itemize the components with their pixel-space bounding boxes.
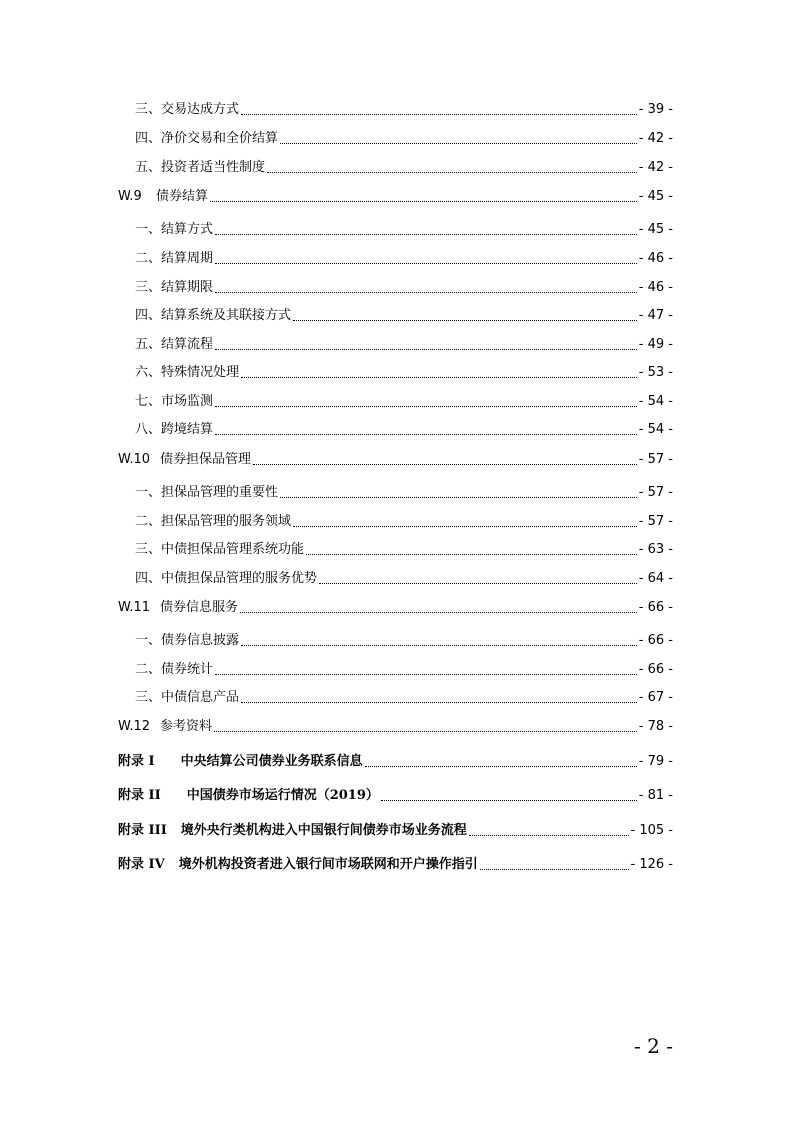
section-number: W.9: [118, 189, 142, 204]
toc-entry-page: - 57 -: [638, 452, 673, 467]
section-number: W.11: [118, 600, 151, 615]
toc-section-w12[interactable]: [0, 711, 793, 735]
leader-dots: [215, 674, 637, 675]
toc-entry-page: - 63 -: [638, 542, 673, 557]
page-number: - 2 -: [634, 1034, 673, 1058]
toc-entry-page: - 47 -: [638, 308, 673, 323]
leader-dots: [241, 114, 637, 115]
toc-entry-title: 六、特殊情况处理: [135, 365, 240, 380]
toc-entry-title: 三、交易达成方式: [135, 102, 240, 117]
leader-dots: [267, 172, 637, 173]
appendix-label: 附录 III: [118, 823, 167, 838]
toc-section-w9[interactable]: [0, 181, 793, 205]
leader-dots: [215, 292, 637, 293]
toc-entry[interactable]: [0, 214, 793, 238]
leader-dots: [241, 702, 637, 703]
leader-dots: [381, 800, 637, 801]
leader-dots: [480, 869, 629, 870]
toc-entry-title: 四、中债担保品管理的服务优势: [135, 571, 318, 586]
toc-entry[interactable]: [0, 654, 793, 678]
toc-entry[interactable]: [0, 123, 793, 147]
leader-dots: [241, 377, 637, 378]
toc-entry-title: 七、市场监测: [135, 394, 214, 409]
leader-dots: [293, 526, 637, 527]
toc-entry-page: - 66 -: [638, 600, 673, 615]
toc-entry-page: - 126 -: [630, 857, 673, 872]
toc-entry[interactable]: [0, 94, 793, 118]
toc-entry-page: - 45 -: [638, 222, 673, 237]
toc-entry[interactable]: [0, 272, 793, 296]
leader-dots: [215, 406, 637, 407]
toc-appendix-3[interactable]: [0, 815, 793, 839]
toc-entry-title: 五、投资者适当性制度: [135, 160, 266, 175]
toc-entry-page: - 39 -: [638, 102, 673, 117]
toc-appendix-1[interactable]: [0, 746, 793, 770]
leader-dots: [241, 645, 637, 646]
toc-entry-page: - 79 -: [638, 754, 673, 769]
toc-entry-title: 四、净价交易和全价结算: [135, 131, 279, 146]
toc-entry-title: 二、结算周期: [135, 251, 214, 266]
toc-entry[interactable]: [0, 357, 793, 381]
leader-dots: [215, 263, 637, 264]
toc-entry-page: - 57 -: [638, 514, 673, 529]
toc-entry-page: - 49 -: [638, 337, 673, 352]
section-title: 债券信息服务: [160, 600, 239, 615]
toc-entry[interactable]: [0, 329, 793, 353]
toc-entry-title: 一、结算方式: [135, 222, 214, 237]
appendix-label: 附录 II: [118, 788, 161, 803]
toc-entry-page: - 46 -: [638, 251, 673, 266]
toc-entry-page: - 78 -: [638, 719, 673, 734]
leader-dots: [215, 234, 637, 235]
toc-entry[interactable]: [0, 563, 793, 587]
toc-entry-title: 八、跨境结算: [135, 422, 214, 437]
section-number: W.10: [118, 452, 151, 467]
toc-entry[interactable]: [0, 477, 793, 501]
toc-entry-page: - 45 -: [638, 189, 673, 204]
toc-entry-page: - 57 -: [638, 485, 673, 500]
appendix-label: 附录 IV: [118, 857, 165, 872]
leader-dots: [214, 731, 637, 732]
toc-entry-page: - 81 -: [638, 788, 673, 803]
toc-entry-page: - 66 -: [638, 633, 673, 648]
toc-entry-title: 三、结算期限: [135, 280, 214, 295]
toc-entry-page: - 42 -: [638, 160, 673, 175]
toc-entry-page: - 46 -: [638, 280, 673, 295]
leader-dots: [215, 434, 637, 435]
toc-entry-title: 二、债券统计: [135, 662, 214, 677]
leader-dots: [280, 497, 637, 498]
appendix-label: 附录 I: [118, 754, 155, 769]
appendix-title: 境外机构投资者进入银行间市场联网和开户操作指引: [178, 857, 478, 872]
toc-entry-page: - 105 -: [630, 823, 673, 838]
section-number: W.12: [118, 719, 151, 734]
toc-entry-title: 五、结算流程: [135, 337, 214, 352]
toc-entry-page: - 64 -: [638, 571, 673, 586]
toc-entry[interactable]: [0, 625, 793, 649]
toc-entry[interactable]: [0, 152, 793, 176]
leader-dots: [253, 464, 637, 465]
toc-entry[interactable]: [0, 386, 793, 410]
section-title: 债券结算: [156, 189, 209, 204]
section-title: 债券担保品管理: [160, 452, 252, 467]
toc-entry-title: 四、结算系统及其联接方式: [135, 308, 292, 323]
toc-entry-title: 一、债券信息披露: [135, 633, 240, 648]
toc-entry-title: 三、中债信息产品: [135, 690, 240, 705]
leader-dots: [293, 320, 637, 321]
leader-dots: [240, 612, 637, 613]
toc-entry[interactable]: [0, 534, 793, 558]
toc-section-w11[interactable]: [0, 592, 793, 616]
toc-entry-title: 三、中债担保品管理系统功能: [135, 542, 305, 557]
toc-appendix-4[interactable]: [0, 849, 793, 873]
leader-dots: [469, 835, 629, 836]
toc-entry[interactable]: [0, 414, 793, 438]
toc-entry-page: - 42 -: [638, 131, 673, 146]
toc-entry[interactable]: [0, 506, 793, 530]
toc-entry[interactable]: [0, 243, 793, 267]
toc-entry-title: 一、担保品管理的重要性: [135, 485, 279, 500]
leader-dots: [365, 766, 637, 767]
leader-dots: [215, 349, 637, 350]
toc-entry-title: 二、担保品管理的服务领域: [135, 514, 292, 529]
leader-dots: [210, 201, 637, 202]
toc-entry-page: - 66 -: [638, 662, 673, 677]
appendix-title: 中国债券市场运行情况（2019）: [186, 788, 379, 803]
toc-appendix-2[interactable]: [0, 780, 793, 804]
section-title: 参考资料: [160, 719, 213, 734]
leader-dots: [280, 143, 637, 144]
toc-entry-page: - 53 -: [638, 365, 673, 380]
toc-entry[interactable]: [0, 300, 793, 324]
toc-section-w10[interactable]: [0, 444, 793, 468]
toc-entry-page: - 54 -: [638, 422, 673, 437]
toc-entry[interactable]: [0, 682, 793, 706]
leader-dots: [319, 583, 637, 584]
toc-entry-page: - 67 -: [638, 690, 673, 705]
leader-dots: [306, 554, 637, 555]
appendix-title: 中央结算公司债券业务联系信息: [180, 754, 363, 769]
toc-entry-page: - 54 -: [638, 394, 673, 409]
appendix-title: 境外央行类机构进入中国银行间债券市场业务流程: [180, 823, 467, 838]
